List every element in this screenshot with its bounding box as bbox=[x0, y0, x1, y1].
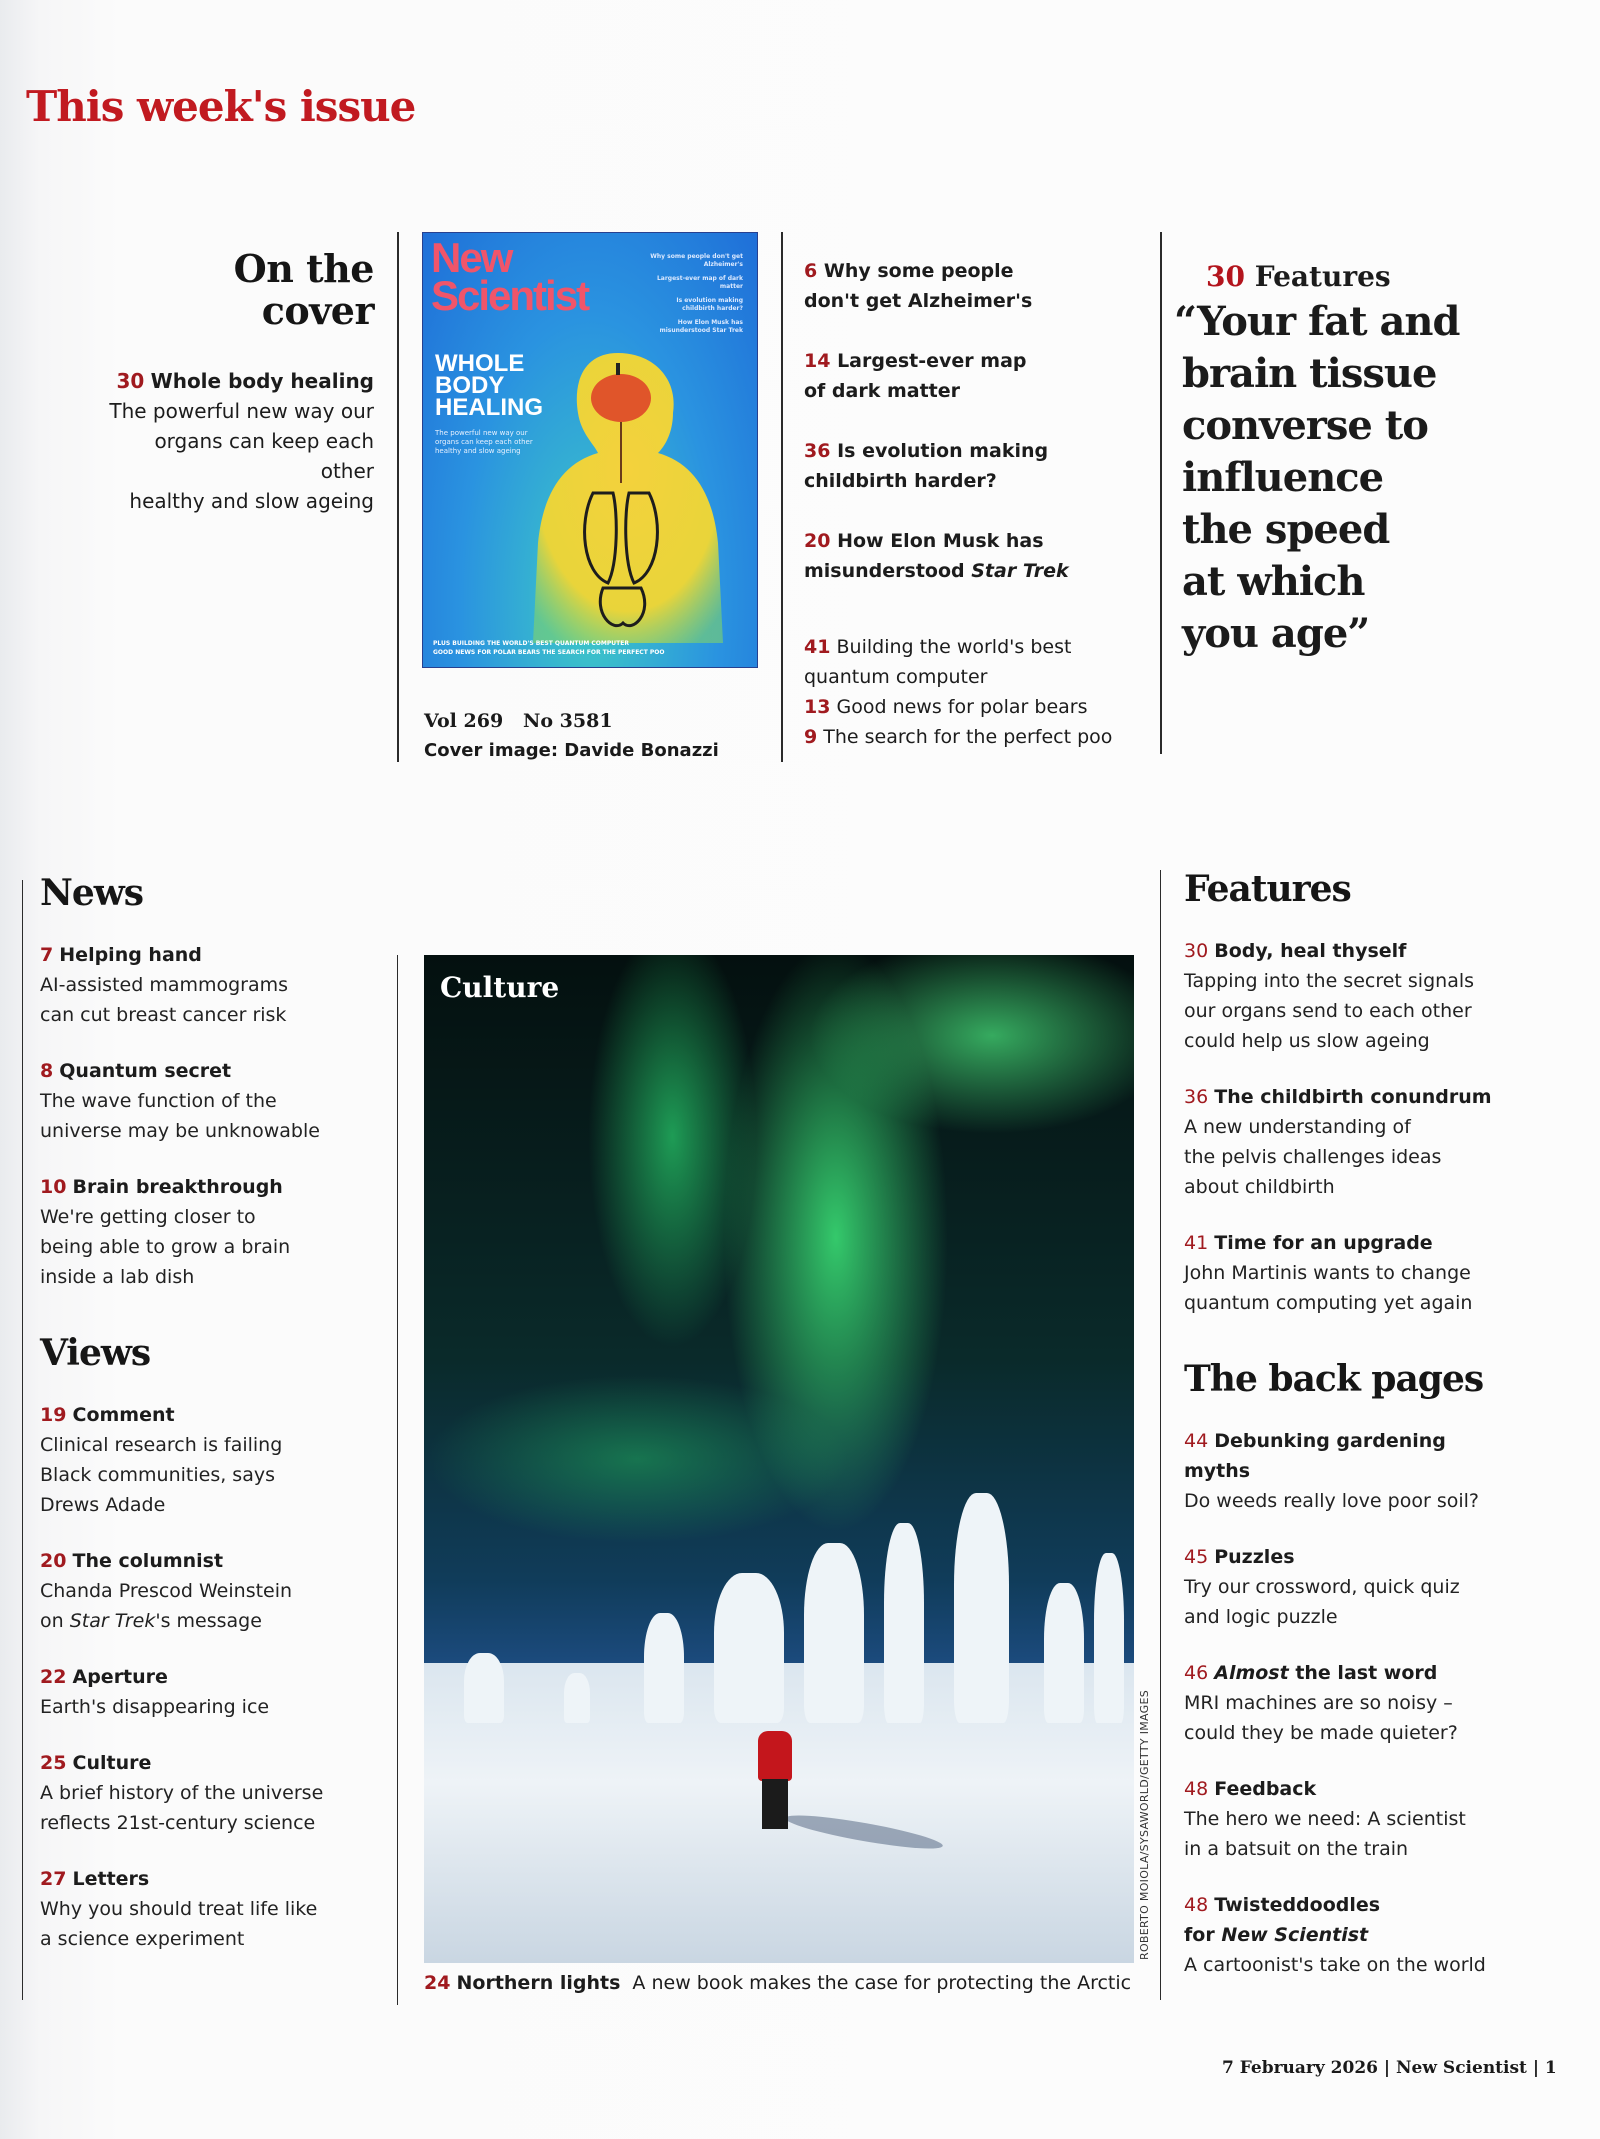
item-desc: reflects 21st-century science bbox=[40, 1812, 316, 1834]
item-title: Brain breakthrough bbox=[72, 1176, 283, 1198]
item-desc: Chanda Prescod Weinstein bbox=[40, 1580, 293, 1602]
snow-tree bbox=[714, 1573, 784, 1723]
snow-tree bbox=[1044, 1583, 1084, 1723]
page-number: 10 bbox=[40, 1176, 67, 1198]
page-number: 30 bbox=[1184, 940, 1209, 962]
features-heading: Features bbox=[1184, 868, 1351, 910]
item-title: Culture bbox=[72, 1752, 152, 1774]
heading-line: On the bbox=[233, 246, 374, 291]
teaser-text: childbirth harder? bbox=[804, 470, 997, 492]
body-silhouette-illustration bbox=[523, 343, 733, 643]
caption-desc: A new book makes the case for protecting the Arctic bbox=[632, 1972, 1132, 1994]
page-number: 6 bbox=[804, 260, 818, 282]
item-desc: We're getting closer to bbox=[40, 1206, 256, 1228]
person-in-red-jacket bbox=[754, 1723, 794, 1833]
item-desc: Try our crossword, quick quiz bbox=[1184, 1576, 1460, 1598]
headline-line: HEALING bbox=[435, 394, 543, 421]
item-title: Time for an upgrade bbox=[1214, 1232, 1433, 1254]
features-backpages-column bbox=[1184, 868, 1514, 1980]
cover-subhead: The powerful new way our organs can keep each other healthy and slow ageing bbox=[435, 429, 533, 455]
item-desc: A new understanding of bbox=[1184, 1116, 1411, 1138]
item-title: The childbirth conundrum bbox=[1214, 1086, 1492, 1108]
item-title: Body, heal thyself bbox=[1214, 940, 1407, 962]
page-number: 30 bbox=[116, 369, 145, 393]
news-heading: News bbox=[40, 872, 144, 914]
cover-teaser: How Elon Musk has misunderstood Star Trek bbox=[659, 319, 743, 334]
page-number: 22 bbox=[40, 1666, 67, 1688]
news-item[interactable] bbox=[40, 1172, 340, 1292]
page-number: 25 bbox=[40, 1752, 67, 1774]
item-desc: John Martinis wants to change bbox=[1184, 1262, 1471, 1284]
page-number: 7 bbox=[40, 944, 54, 966]
item-desc: quantum computing yet again bbox=[1184, 1292, 1473, 1314]
page-number: 13 bbox=[804, 696, 831, 718]
culture-photo-northern-lights[interactable] bbox=[424, 955, 1134, 1963]
cover-teaser: Largest-ever map of dark matter bbox=[656, 275, 743, 290]
teaser-text: The search for the perfect poo bbox=[823, 726, 1113, 748]
page-number: 48 bbox=[1184, 1778, 1209, 1800]
item-desc: a science experiment bbox=[40, 1928, 245, 1950]
page-number: 48 bbox=[1184, 1894, 1209, 1916]
new-scientist-logo bbox=[431, 234, 589, 319]
title-text-italic: New Scientist bbox=[1221, 1924, 1369, 1946]
back-pages-item[interactable] bbox=[1184, 1542, 1514, 1632]
page-number: 27 bbox=[40, 1868, 67, 1890]
back-pages-item[interactable] bbox=[1184, 1426, 1514, 1516]
features-item[interactable] bbox=[1184, 1082, 1514, 1202]
item-title: Comment bbox=[72, 1404, 175, 1426]
logo-text: Scientist bbox=[431, 272, 589, 319]
item-desc: could help us slow ageing bbox=[1184, 1030, 1430, 1052]
entry-desc: The powerful new way our bbox=[109, 399, 374, 423]
teaser-text: Is evolution making bbox=[837, 440, 1049, 462]
quote-line: influence bbox=[1182, 454, 1384, 501]
cover-meta bbox=[424, 706, 719, 766]
teaser-item[interactable] bbox=[804, 692, 1134, 722]
item-desc: The hero we need: A scientist bbox=[1184, 1808, 1466, 1830]
logo-text: New bbox=[431, 234, 512, 281]
photo-credit: ROBERTO MOIOLA/SYSAWORLD/GETTY IMAGES bbox=[1138, 1689, 1151, 1960]
snow-tree bbox=[564, 1673, 590, 1723]
quote-line: converse to bbox=[1182, 402, 1428, 449]
features-item[interactable] bbox=[1184, 1228, 1514, 1318]
entry-desc: organs can keep each other bbox=[154, 429, 374, 483]
teaser-text: Largest-ever map bbox=[837, 350, 1027, 372]
back-pages-item[interactable] bbox=[1184, 1658, 1514, 1748]
on-the-cover-heading bbox=[100, 248, 374, 332]
page-footer: 7 February 2026 | New Scientist | 1 bbox=[1222, 2058, 1557, 2078]
item-title-italic: Almost bbox=[1214, 1662, 1289, 1684]
news-item[interactable] bbox=[40, 940, 340, 1030]
item-desc: Drews Adade bbox=[40, 1494, 166, 1516]
cover-image-credit: Cover image: Davide Bonazzi bbox=[424, 740, 719, 761]
item-desc: inside a lab dish bbox=[40, 1266, 195, 1288]
views-item[interactable] bbox=[40, 1546, 340, 1636]
cover-side-teasers bbox=[643, 253, 743, 341]
teaser-item[interactable] bbox=[804, 436, 1134, 496]
item-desc: Tapping into the secret signals bbox=[1184, 970, 1475, 992]
item-desc: Black communities, says bbox=[40, 1464, 275, 1486]
cover-bottom-line: PLUS BUILDING THE WORLD'S BEST QUANTUM COMPUTER bbox=[433, 640, 629, 647]
teaser-item[interactable] bbox=[804, 722, 1134, 752]
item-title-line2 bbox=[1184, 1920, 1514, 1950]
page-number: 8 bbox=[40, 1060, 54, 1082]
cover-headline bbox=[435, 350, 543, 421]
snow-tree bbox=[884, 1523, 924, 1723]
entry-desc: healthy and slow ageing bbox=[129, 489, 374, 513]
item-desc: MRI machines are so noisy – bbox=[1184, 1692, 1453, 1714]
column-divider bbox=[1160, 870, 1161, 2000]
brain-shape bbox=[591, 374, 651, 422]
cover-bottom-strip bbox=[433, 639, 664, 657]
headline-line: WHOLE bbox=[435, 350, 525, 377]
teaser-text: of dark matter bbox=[804, 380, 961, 402]
item-desc: in a batsuit on the train bbox=[1184, 1838, 1409, 1860]
page-number: 30 bbox=[1206, 260, 1245, 293]
item-desc: our organs send to each other bbox=[1184, 1000, 1472, 1022]
page-number: 45 bbox=[1184, 1546, 1209, 1568]
quote-line: you age” bbox=[1182, 610, 1370, 657]
views-item[interactable] bbox=[40, 1748, 340, 1838]
quote-line: the speed bbox=[1182, 506, 1390, 553]
views-item[interactable] bbox=[40, 1662, 340, 1722]
item-title: Feedback bbox=[1214, 1778, 1317, 1800]
item-title: Twisteddoodles bbox=[1214, 1894, 1381, 1916]
pull-quote-text bbox=[1174, 296, 1482, 660]
cover-bottom-line: GOOD NEWS FOR POLAR BEARS THE SEARCH FOR THE PERFECT POO bbox=[433, 649, 665, 656]
culture-label: Culture bbox=[440, 971, 560, 1004]
item-desc: AI-assisted mammograms bbox=[40, 974, 289, 996]
page-number: 36 bbox=[1184, 1086, 1209, 1108]
item-desc: about childbirth bbox=[1184, 1176, 1335, 1198]
quote-line: brain tissue bbox=[1182, 350, 1437, 397]
item-desc: The wave function of the bbox=[40, 1090, 277, 1112]
magazine-cover-image bbox=[422, 232, 758, 668]
page-number: 41 bbox=[804, 636, 831, 658]
snow-tree bbox=[804, 1543, 864, 1723]
cover-teaser: Is evolution making childbirth harder? bbox=[676, 297, 743, 312]
item-desc: Do weeds really love poor soil? bbox=[1184, 1490, 1479, 1512]
page-number: 14 bbox=[804, 350, 831, 372]
item-desc: Earth's disappearing ice bbox=[40, 1696, 270, 1718]
page-number: 20 bbox=[804, 530, 831, 552]
page-number: 19 bbox=[40, 1404, 67, 1426]
features-item[interactable] bbox=[1184, 936, 1514, 1056]
page-number: 46 bbox=[1184, 1662, 1209, 1684]
features-pull-quote[interactable] bbox=[1174, 258, 1482, 660]
teaser-text: Building the world's best bbox=[836, 636, 1072, 658]
desc-text: 's message bbox=[155, 1610, 262, 1632]
page-title: This week's issue bbox=[26, 82, 416, 131]
teaser-item[interactable] bbox=[804, 256, 1134, 316]
item-desc: A brief history of the universe bbox=[40, 1782, 324, 1804]
item-desc: being able to grow a brain bbox=[40, 1236, 291, 1258]
snow-tree bbox=[464, 1653, 504, 1723]
item-desc: universe may be unknowable bbox=[40, 1120, 320, 1142]
item-title: the last word bbox=[1288, 1662, 1438, 1684]
title-text: for bbox=[1184, 1924, 1222, 1946]
tiny-gardener-figure bbox=[616, 363, 620, 375]
snow-tree bbox=[644, 1613, 684, 1723]
page-number: 9 bbox=[804, 726, 818, 748]
cover-teaser-list bbox=[804, 256, 1134, 752]
item-desc: A cartoonist's take on the world bbox=[1184, 1954, 1486, 1976]
issue-number: No 3581 bbox=[523, 710, 613, 732]
item-desc: can cut breast cancer risk bbox=[40, 1004, 287, 1026]
news-views-column bbox=[40, 872, 340, 1954]
column-divider bbox=[397, 232, 399, 762]
teaser-text: Why some people bbox=[823, 260, 1014, 282]
page-number: 44 bbox=[1184, 1430, 1209, 1452]
item-title: Aperture bbox=[72, 1666, 168, 1688]
heading-line: cover bbox=[261, 288, 374, 333]
views-item[interactable] bbox=[40, 1400, 340, 1520]
item-desc: and logic puzzle bbox=[1184, 1606, 1338, 1628]
teaser-item[interactable] bbox=[804, 632, 1134, 692]
snow-tree bbox=[1094, 1553, 1124, 1723]
desc-text-italic: Star Trek bbox=[69, 1610, 156, 1632]
teaser-text: don't get Alzheimer's bbox=[804, 290, 1033, 312]
on-the-cover-section bbox=[100, 248, 374, 516]
page-number: 20 bbox=[40, 1550, 67, 1572]
snow-tree bbox=[954, 1493, 1009, 1723]
views-heading: Views bbox=[40, 1332, 151, 1374]
item-desc: could they be made quieter? bbox=[1184, 1722, 1458, 1744]
item-desc: Clinical research is failing bbox=[40, 1434, 283, 1456]
volume-number: Vol 269 bbox=[424, 710, 504, 732]
headline-line: BODY bbox=[435, 372, 505, 399]
item-title: Letters bbox=[72, 1868, 150, 1890]
teaser-text-italic: Star Trek bbox=[971, 560, 1069, 582]
teaser-item[interactable] bbox=[804, 526, 1134, 586]
desc-text: on bbox=[40, 1610, 70, 1632]
item-desc: Why you should treat life like bbox=[40, 1898, 318, 1920]
teaser-item[interactable] bbox=[804, 346, 1134, 406]
views-item[interactable] bbox=[40, 1864, 340, 1954]
quote-line: at which bbox=[1182, 558, 1365, 605]
item-desc: the pelvis challenges ideas bbox=[1184, 1146, 1442, 1168]
item-title: Debunking gardening myths bbox=[1184, 1430, 1446, 1482]
teaser-text: Good news for polar bears bbox=[836, 696, 1088, 718]
column-divider bbox=[1160, 232, 1162, 754]
back-pages-item[interactable] bbox=[1184, 1774, 1514, 1864]
cover-teaser: Why some people don't get Alzheimer's bbox=[650, 253, 743, 268]
item-title: Helping hand bbox=[59, 944, 202, 966]
news-item[interactable] bbox=[40, 1056, 340, 1146]
item-title: The columnist bbox=[72, 1550, 224, 1572]
column-divider bbox=[22, 880, 23, 2000]
back-pages-item[interactable] bbox=[1184, 1890, 1514, 1980]
quote-label: Features bbox=[1254, 260, 1391, 293]
item-title: Quantum secret bbox=[59, 1060, 232, 1082]
page-number: 24 bbox=[424, 1972, 451, 1994]
culture-caption[interactable] bbox=[424, 1970, 1131, 1996]
item-desc bbox=[40, 1606, 340, 1636]
page-number: 41 bbox=[1184, 1232, 1209, 1254]
teaser-text: How Elon Musk has bbox=[837, 530, 1044, 552]
cover-story-entry[interactable] bbox=[100, 366, 374, 516]
entry-title: Whole body healing bbox=[150, 369, 374, 393]
column-divider bbox=[397, 955, 398, 2005]
quote-line: “Your fat and bbox=[1174, 298, 1460, 345]
page-number: 36 bbox=[804, 440, 831, 462]
teaser-text: misunderstood bbox=[804, 560, 972, 582]
caption-title: Northern lights bbox=[456, 1972, 621, 1994]
column-divider bbox=[781, 232, 783, 762]
item-title: Puzzles bbox=[1214, 1546, 1295, 1568]
teaser-text: quantum computer bbox=[804, 666, 988, 688]
back-pages-heading: The back pages bbox=[1184, 1358, 1484, 1400]
